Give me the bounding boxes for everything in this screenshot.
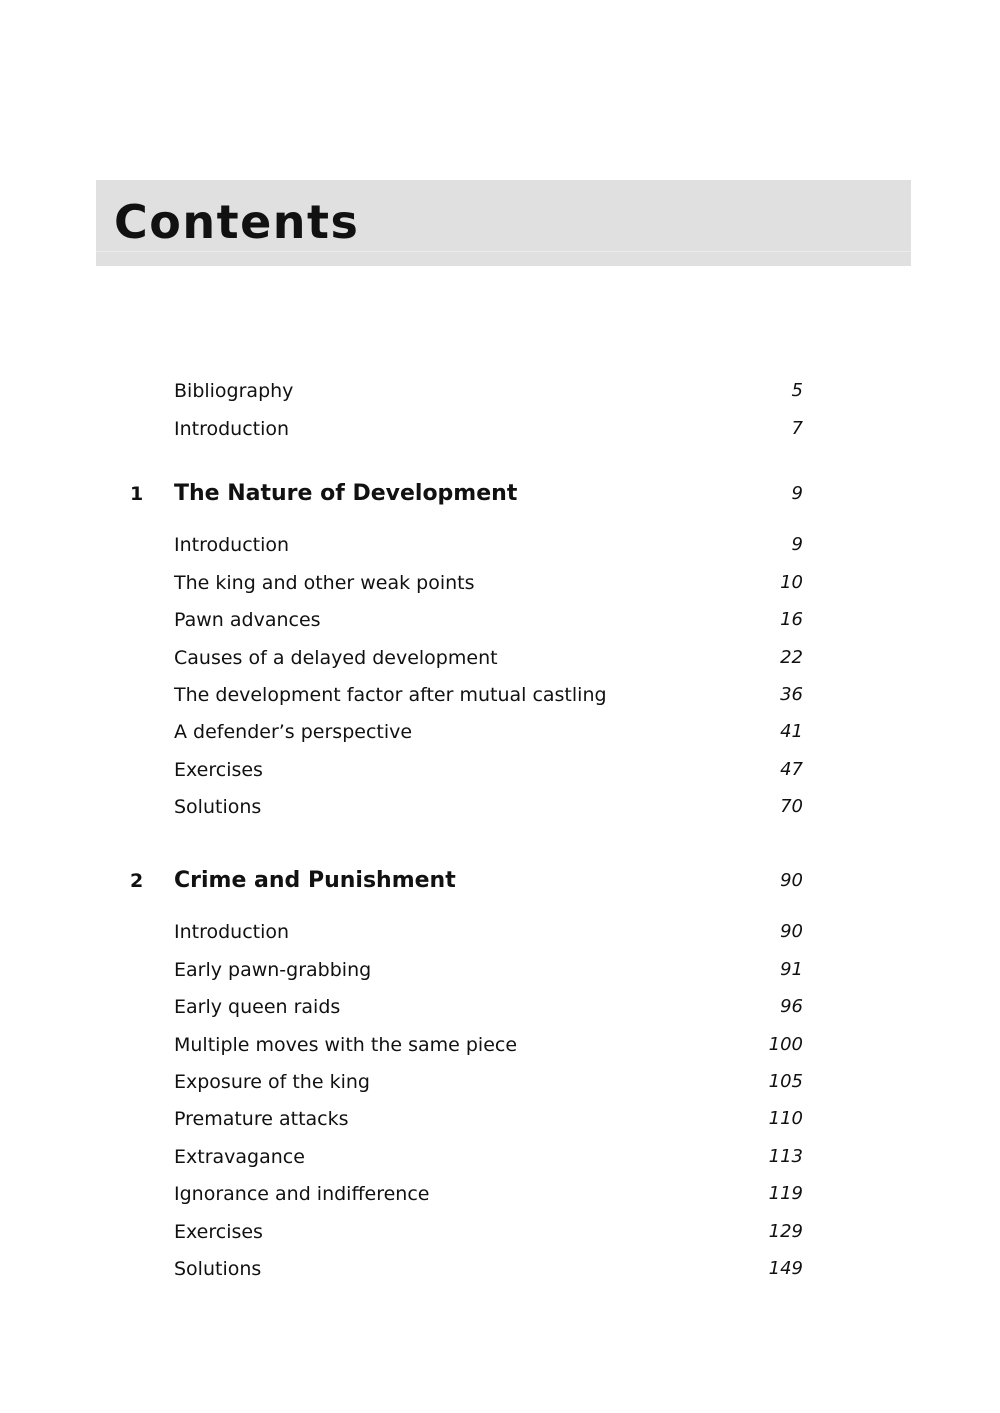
toc-section-label: Multiple moves with the same piece — [174, 1034, 518, 1056]
toc-section[interactable] — [0, 992, 1000, 1022]
toc-entry-label: Introduction — [174, 418, 290, 440]
toc-section[interactable] — [0, 680, 1000, 710]
page-title: Contents — [114, 195, 360, 249]
chapter-title: The Nature of Development — [174, 481, 518, 506]
toc-section[interactable] — [0, 917, 1000, 947]
toc-section-page: 22 — [780, 647, 803, 668]
chapter-number: 2 — [130, 870, 144, 892]
toc-section-page: 100 — [768, 1034, 803, 1055]
toc-section-page: 90 — [780, 921, 803, 942]
toc-section-label: Early queen raids — [174, 996, 341, 1018]
toc-section-page: 119 — [768, 1183, 803, 1204]
toc-section-page: 36 — [780, 684, 803, 705]
toc-section-label: Premature attacks — [174, 1108, 349, 1130]
toc-section-page: 105 — [768, 1071, 803, 1092]
toc-section-label: A defender’s perspective — [174, 721, 413, 743]
toc-entry-page: 7 — [791, 418, 803, 439]
toc-section[interactable] — [0, 792, 1000, 822]
toc-section[interactable] — [0, 1217, 1000, 1247]
toc-section-label: Solutions — [174, 1258, 262, 1280]
toc-section-label: Solutions — [174, 796, 262, 818]
toc-section-page: 41 — [780, 721, 803, 742]
toc-section[interactable] — [0, 1104, 1000, 1134]
toc-section-page: 110 — [768, 1108, 803, 1129]
toc-section-label: Exposure of the king — [174, 1071, 370, 1093]
toc-section-page: 149 — [768, 1258, 803, 1279]
toc-entry-bibliography[interactable] — [0, 376, 1000, 406]
toc-section-label: Pawn advances — [174, 609, 321, 631]
title-band — [96, 180, 911, 266]
toc-entry-label: Bibliography — [174, 380, 294, 402]
toc-entry-page: 5 — [791, 380, 803, 401]
toc-section-page: 91 — [780, 959, 803, 980]
toc-section-page: 113 — [768, 1146, 803, 1167]
title-band-divider — [96, 251, 911, 252]
toc-section-label: The king and other weak points — [174, 572, 475, 594]
toc-section[interactable] — [0, 717, 1000, 747]
toc-section-label: Exercises — [174, 759, 263, 781]
toc-section[interactable] — [0, 568, 1000, 598]
toc-section-page: 70 — [780, 796, 803, 817]
toc-section-page: 129 — [768, 1221, 803, 1242]
chapter-page: 9 — [791, 483, 803, 504]
toc-section[interactable] — [0, 1142, 1000, 1172]
toc-section-label: Exercises — [174, 1221, 263, 1243]
chapter-title: Crime and Punishment — [174, 868, 456, 893]
toc-section-label: Extravagance — [174, 1146, 305, 1168]
toc-section[interactable] — [0, 530, 1000, 560]
toc-section[interactable] — [0, 643, 1000, 673]
toc-section-page: 16 — [780, 609, 803, 630]
toc-section-page: 10 — [780, 572, 803, 593]
toc-chapter-1[interactable] — [0, 479, 1000, 509]
toc-chapter-2[interactable] — [0, 866, 1000, 896]
chapter-page: 90 — [780, 870, 803, 891]
toc-section-page: 96 — [780, 996, 803, 1017]
toc-section-label: Early pawn-grabbing — [174, 959, 372, 981]
toc-section[interactable] — [0, 1179, 1000, 1209]
toc-entry-introduction[interactable] — [0, 414, 1000, 444]
toc-section[interactable] — [0, 1254, 1000, 1284]
toc-section-label: Ignorance and indifference — [174, 1183, 430, 1205]
toc-section[interactable] — [0, 1030, 1000, 1060]
toc-section-label: Introduction — [174, 921, 290, 943]
toc-section-label: The development factor after mutual castling — [174, 684, 607, 706]
toc-section-page: 9 — [791, 534, 803, 555]
chapter-number: 1 — [130, 483, 144, 505]
toc-section[interactable] — [0, 1067, 1000, 1097]
toc-section[interactable] — [0, 955, 1000, 985]
toc-section[interactable] — [0, 755, 1000, 785]
toc-section-page: 47 — [780, 759, 803, 780]
toc-section-label: Introduction — [174, 534, 290, 556]
toc-section[interactable] — [0, 605, 1000, 635]
toc-section-label: Causes of a delayed development — [174, 647, 498, 669]
